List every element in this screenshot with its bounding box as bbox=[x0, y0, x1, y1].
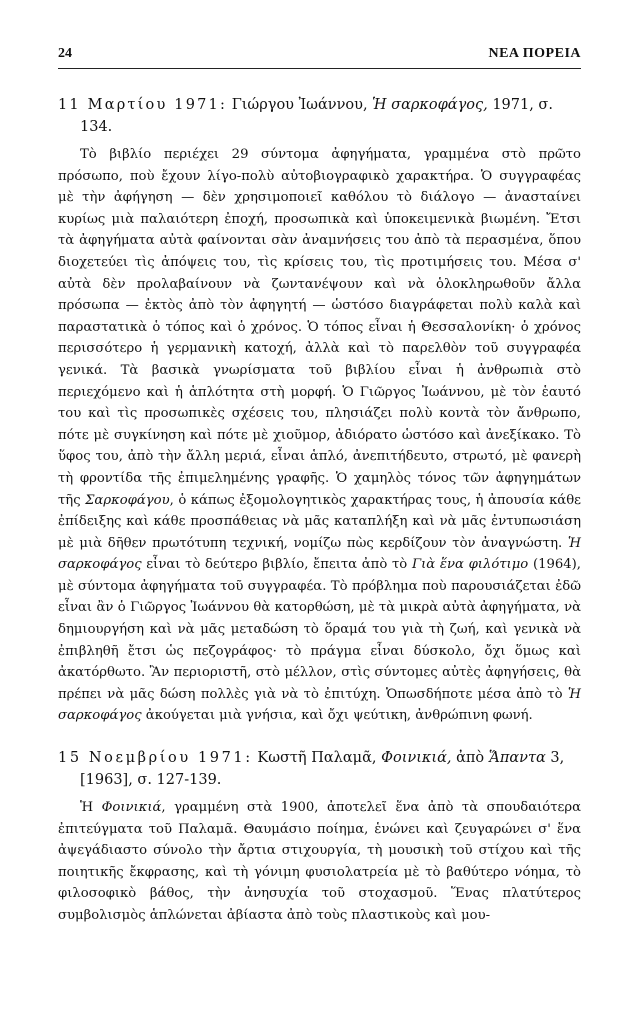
page-content bbox=[58, 94, 581, 947]
entry-title: Ἡ σαρκοφάγος, bbox=[372, 97, 488, 113]
italic-title: Ἡ σαρκοφάγος bbox=[58, 535, 581, 573]
entry-title: Φοινικιά, bbox=[381, 750, 452, 767]
text-run: εἶναι τὸ δεύτερο βιβλίο, ἔπειτα ἀπὸ τὸ bbox=[141, 557, 412, 573]
text-run: Ἡ bbox=[80, 800, 102, 816]
entry-date: 11 Μαρτίου 1971: bbox=[58, 97, 228, 113]
entry-date: 15 Νοεμβρίου 1971: bbox=[58, 750, 253, 767]
entry-collection: Ἅπαντα bbox=[488, 750, 546, 767]
page-number: 24 bbox=[58, 46, 72, 61]
entry-1 bbox=[58, 94, 581, 727]
entry-body bbox=[58, 797, 581, 927]
italic-title: Φοινικιά bbox=[101, 800, 162, 816]
entry-body bbox=[58, 144, 581, 727]
entry-heading bbox=[58, 94, 581, 138]
entry-details-pre: ἀπὸ bbox=[456, 750, 485, 767]
entry-details: 1971, σ. 134. bbox=[80, 97, 553, 135]
text-run: , γραμμένη στὰ 1900, ἀποτελεῖ ἕνα ἀπὸ τὰ σπουδαιότερα ἐπιτεύγματα τοῦ Παλαμᾶ. Θαυμάσιο ποίημα, ἑνώνει καὶ ζευγαρώνει σ' ἕνα ἀψεγάδιαστο σύνολο τὴν ἄρτια στιχουργία, τὴ μουσικὴ τοῦ στίχου καὶ τῆς ποιητικῆς ἔκφρασης, καὶ τὴ γόνιμη φυσιολατρεία μὲ τὸ βαθύτερο νόημα, τὸ φιλοσοφικὸ βάθος, τὴν ἀνησυχία τοῦ στοχασμοῦ. Ἕνας πλατύτερος συμβολισμὸς ἁπλώνεται ἀβίαστα ἀπὸ τοὺς πλαστικοὺς καὶ μου- bbox=[58, 800, 581, 923]
italic-title: Γιὰ ἕνα φιλότιμο bbox=[411, 557, 529, 573]
italic-title: Σαρκοφάγου bbox=[85, 492, 170, 508]
entry-heading bbox=[58, 747, 581, 791]
journal-title: ΝΕΑ ΠΟΡΕΙΑ bbox=[488, 46, 581, 61]
text-run: , ὁ κάπως ἐξομολογητικὸς χαρακτήρας τους, ἡ ἀπουσία κάθε ἐπίδειξης καὶ κάθε προσπάθειας νὰ μᾶς καταπλήξη καὶ νὰ μᾶς ἐντυπωσιάση μὲ μιὰ δῆθεν πρωτότυπη τεχνική, νομίζω πὼς κερδίζουν τὸν ἀναγνώστη. bbox=[58, 492, 581, 551]
italic-title: Ἡ σαρκοφάγος bbox=[58, 686, 581, 724]
entry-author: Γιώργου Ἰωάννου, bbox=[231, 97, 368, 113]
entry-details: 3, [1963], σ. 127-139. bbox=[80, 750, 565, 789]
text-run: ἀκούγεται μιὰ γνήσια, καὶ ὄχι ψεύτικη, ἀνθρώπινη φωνή. bbox=[141, 708, 533, 724]
review-paragraph bbox=[58, 144, 581, 727]
review-paragraph bbox=[58, 797, 581, 927]
text-run: (1964), μὲ σύντομα ἀφηγήματα τοῦ συγγραφέα. Τὸ πρόβλημα ποὺ παρουσιάζεται ἐδῶ εἶναι ἂν ὁ Γιῶργος Ἰωάννου θὰ κατορθώση, μὲ τὰ μικρὰ αὐτὰ ἀφηγήματα, νὰ δημιουργήση καὶ νὰ μᾶς μεταδώση τὸ ὅραμά του γιὰ τὴ ζωή, καὶ γενικὰ νὰ ἐπιβληθῆ ἔτσι ὡς πεζογράφος· τὸ πράγμα εἶναι δύσκολο, ὄχι ὅμως καὶ ἀκατόρθωτο. Ἂν περιοριστῆ, στὸ μέλλον, στὶς σύντομες αὐτὲς ἀφηγήσεις, θὰ πρέπει νὰ μᾶς δώση πολλὲς γιὰ νὰ τὸ ἐπιτύχη. Ὁπωσδήποτε μέσα ἀπὸ τὸ bbox=[58, 557, 581, 702]
entry-2 bbox=[58, 747, 581, 927]
running-header bbox=[58, 46, 581, 69]
text-run: Τὸ βιβλίο περιέχει 29 σύντομα ἀφηγήματα, γραμμένα στὸ πρῶτο πρόσωπο, ποὺ ἔχουν λίγο-πολὺ αὐτοβιογραφικὸ χαρακτήρα. Ὁ συγγραφέας μὲ τὴν ἀφήγηση — δὲν χρησιμοποιεῖ καθόλου τὸ διάλογο — ἀνασταίνει κυρίως μιὰ παλαιότερη ἐποχή, προσωπικὰ καὶ ὑποκειμενικὰ βιωμένη. Ἔτσι τὰ ἀφηγήματα αὐτὰ φαίνονται σὰν ἀναμνήσεις του ἀπὸ τὰ περασμένα, ὅπου διοχετεύει τὶς ἀπόψεις του, τὶς κρίσεις του, τὶς προτιμήσεις του. Μέσα σ' αὐτὰ δὲν προλαβαίνουν νὰ ζωντανέψουν καὶ νὰ ὁλοκληρωθοῦν ἄλλα πρόσωπα — ἐκτὸς ἀπὸ τὸν ἀφηγητή — ὡστόσο διαγράφεται πολὺ καλὰ καὶ παραστατικὰ ὁ τόπος καὶ ὁ χρόνος. Ὁ τόπος εἶναι ἡ Θεσσαλονίκη· ὁ χρόνος περισσότερο ἡ γερμανικὴ κατοχή, ἀλλὰ καὶ τὸ παρελθὸν τοῦ συγγραφέα γενικά. Τὰ βασικὰ γνωρίσματα τοῦ βιβλίου εἶναι ἡ ἀνθρωπιὰ στὸ περιεχόμενο καὶ ἡ ἁπλότητα στὴ μορφή. Ὁ Γιῶργος Ἰωάννου, μὲ τὸν ἑαυτό του καὶ τὶς προσωπικὲς σχέσεις του, πλησιάζει πολὺ κοντὰ τὸν ἄνθρωπο, πότε μὲ συγκίνηση καὶ πότε μὲ χιοῦμορ, ἀδιόρατο ὡστόσο καὶ ἀνεξίκακο. Τὸ ὕφος του, ἀπὸ τὴν ἄλλη μεριά, εἶναι ἁπλό, ἀνεπιτήδευτο, στρωτό, μὲ φανερὴ τὴ φροντίδα τῆς ἐπιμελημένης γραφῆς. Ὁ χαμηλὸς τόνος τῶν ἀφηγημάτων τῆς bbox=[58, 147, 581, 508]
entry-author: Κωστῆ Παλαμᾶ, bbox=[257, 750, 377, 767]
